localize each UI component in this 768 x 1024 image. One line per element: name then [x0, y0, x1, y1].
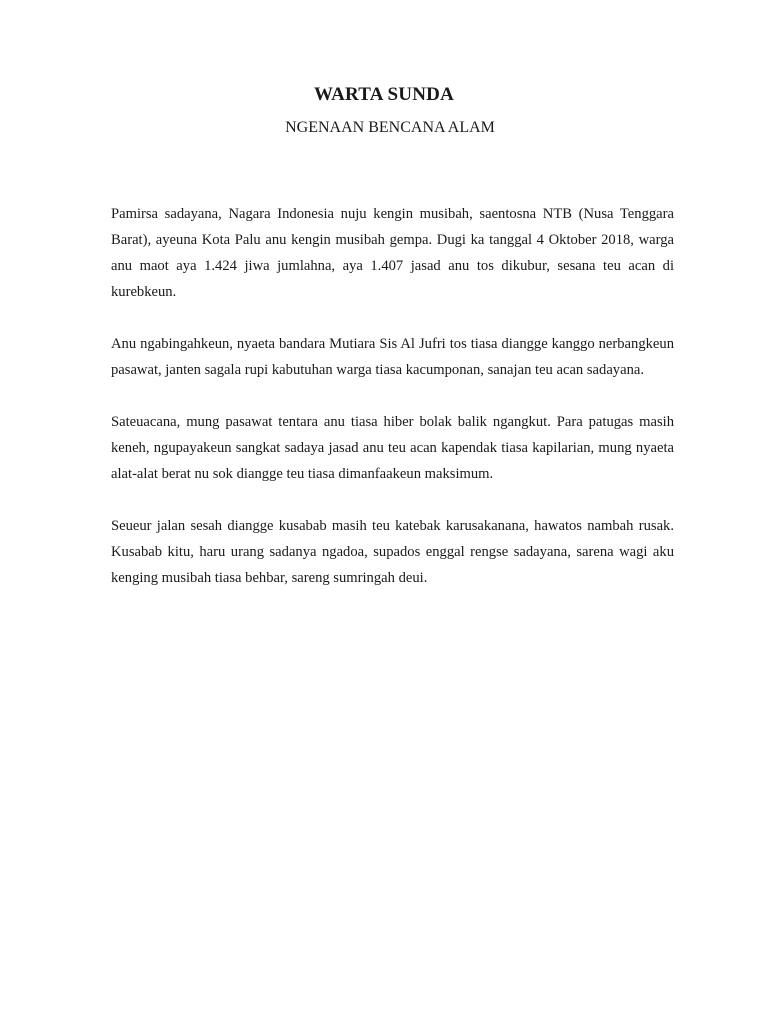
paragraph-3: Sateuacana, mung pasawat tentara anu tiasa hiber bolak balik ngangkut. Para patugas masih keneh, ngupayakeun sangkat sadaya jasad anu teu acan kapendak tiasa kapilarian, mung nyaeta alat-alat berat nu sok diangge teu tiasa dimanfaakeun maksimum.: [111, 414, 674, 482]
paragraph-2: Anu ngabingahkeun, nyaeta bandara Mutiara Sis Al Jufri tos tiasa diangge kanggo nerbangkeun pasawat, janten sagala rupi kabutuhan warga tiasa kacumponan, sanajan teu acan sadayana.: [111, 336, 674, 378]
document-title: WARTA SUNDA: [313, 84, 454, 105]
paragraph-4: Seueur jalan sesah diangge kusabab masih teu katebak karusakanana, hawatos nambah rusak. Kusabab kitu, haru urang sadanya ngadoa, supados enggal rengse sadayana, sarena wagi aku kenging musibah tiasa behbar, sareng sumringah deui.: [111, 518, 674, 586]
document-subtitle: NGENAAN BENCANA ALAM: [285, 119, 495, 136]
document-body: [111, 201, 674, 617]
paragraph-1: Pamirsa sadayana, Nagara Indonesia nuju kengin musibah, saentosna NTB (Nusa Tenggara Barat), ayeuna Kota Palu anu kengin musibah gempa. Dugi ka tanggal 4 Oktober 2018, warga anu maot aya 1.424 jiwa jumlahna, aya 1.407 jasad anu tos dikubur, sesana teu acan di kurebkeun.: [111, 206, 674, 300]
